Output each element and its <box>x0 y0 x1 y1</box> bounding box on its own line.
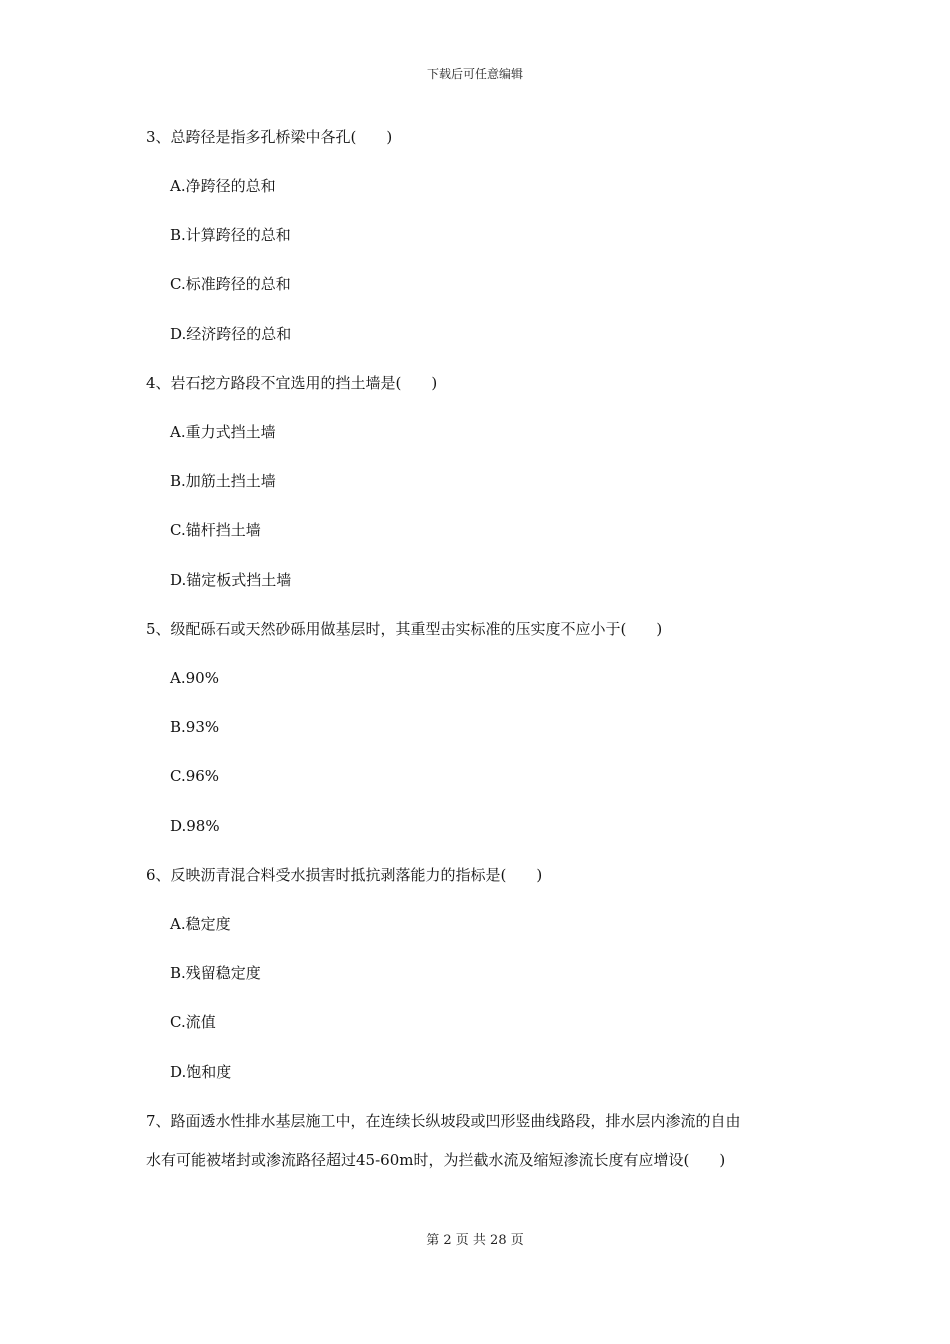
question-3-option-c: C.标准跨径的总和 <box>170 275 291 293</box>
question-6-option-b: B.残留稳定度 <box>170 964 261 982</box>
question-5-stem: 5、级配砾石或天然砂砾用做基层时，其重型击实标准的压实度不应小于( ) <box>146 620 663 638</box>
question-5-option-a: A.90% <box>170 669 219 687</box>
question-4-stem: 4、岩石挖方路段不宜选用的挡土墙是( ) <box>146 374 438 392</box>
page-footer: 第 2 页 共 28 页 <box>426 1233 524 1248</box>
question-6-option-d: D.饱和度 <box>170 1063 232 1081</box>
question-5-option-c: C.96% <box>170 767 220 785</box>
question-3-option-b: B.计算跨径的总和 <box>170 226 291 244</box>
question-6-stem: 6、反映沥青混合料受水损害时抵抗剥落能力的指标是( ) <box>146 866 543 884</box>
question-4-option-c: C.锚杆挡土墙 <box>170 521 261 539</box>
question-6-option-a: A.稳定度 <box>170 915 231 933</box>
question-4-option-b: B.加筋土挡土墙 <box>170 472 276 490</box>
question-4-option-d: D.锚定板式挡土墙 <box>170 571 292 589</box>
question-3-stem: 3、总跨径是指多孔桥梁中各孔( ) <box>146 128 393 146</box>
question-5-option-b: B.93% <box>170 718 220 736</box>
question-7-stem-line-2: 水有可能被堵封或渗流路径超过45-60m时，为拦截水流及缩短渗流长度有应增设( ) <box>146 1151 726 1169</box>
question-7-stem-line-1: 7、路面透水性排水基层施工中，在连续长纵坡段或凹形竖曲线路段，排水层内渗流的自由 <box>146 1112 741 1130</box>
question-4-option-a: A.重力式挡土墙 <box>170 423 276 441</box>
question-6-option-c: C.流值 <box>170 1013 216 1031</box>
page-header: 下载后可任意编辑 <box>426 67 523 81</box>
question-3-option-a: A.净跨径的总和 <box>170 177 276 195</box>
question-5-option-d: D.98% <box>170 817 220 835</box>
question-3-option-d: D.经济跨径的总和 <box>170 325 292 343</box>
